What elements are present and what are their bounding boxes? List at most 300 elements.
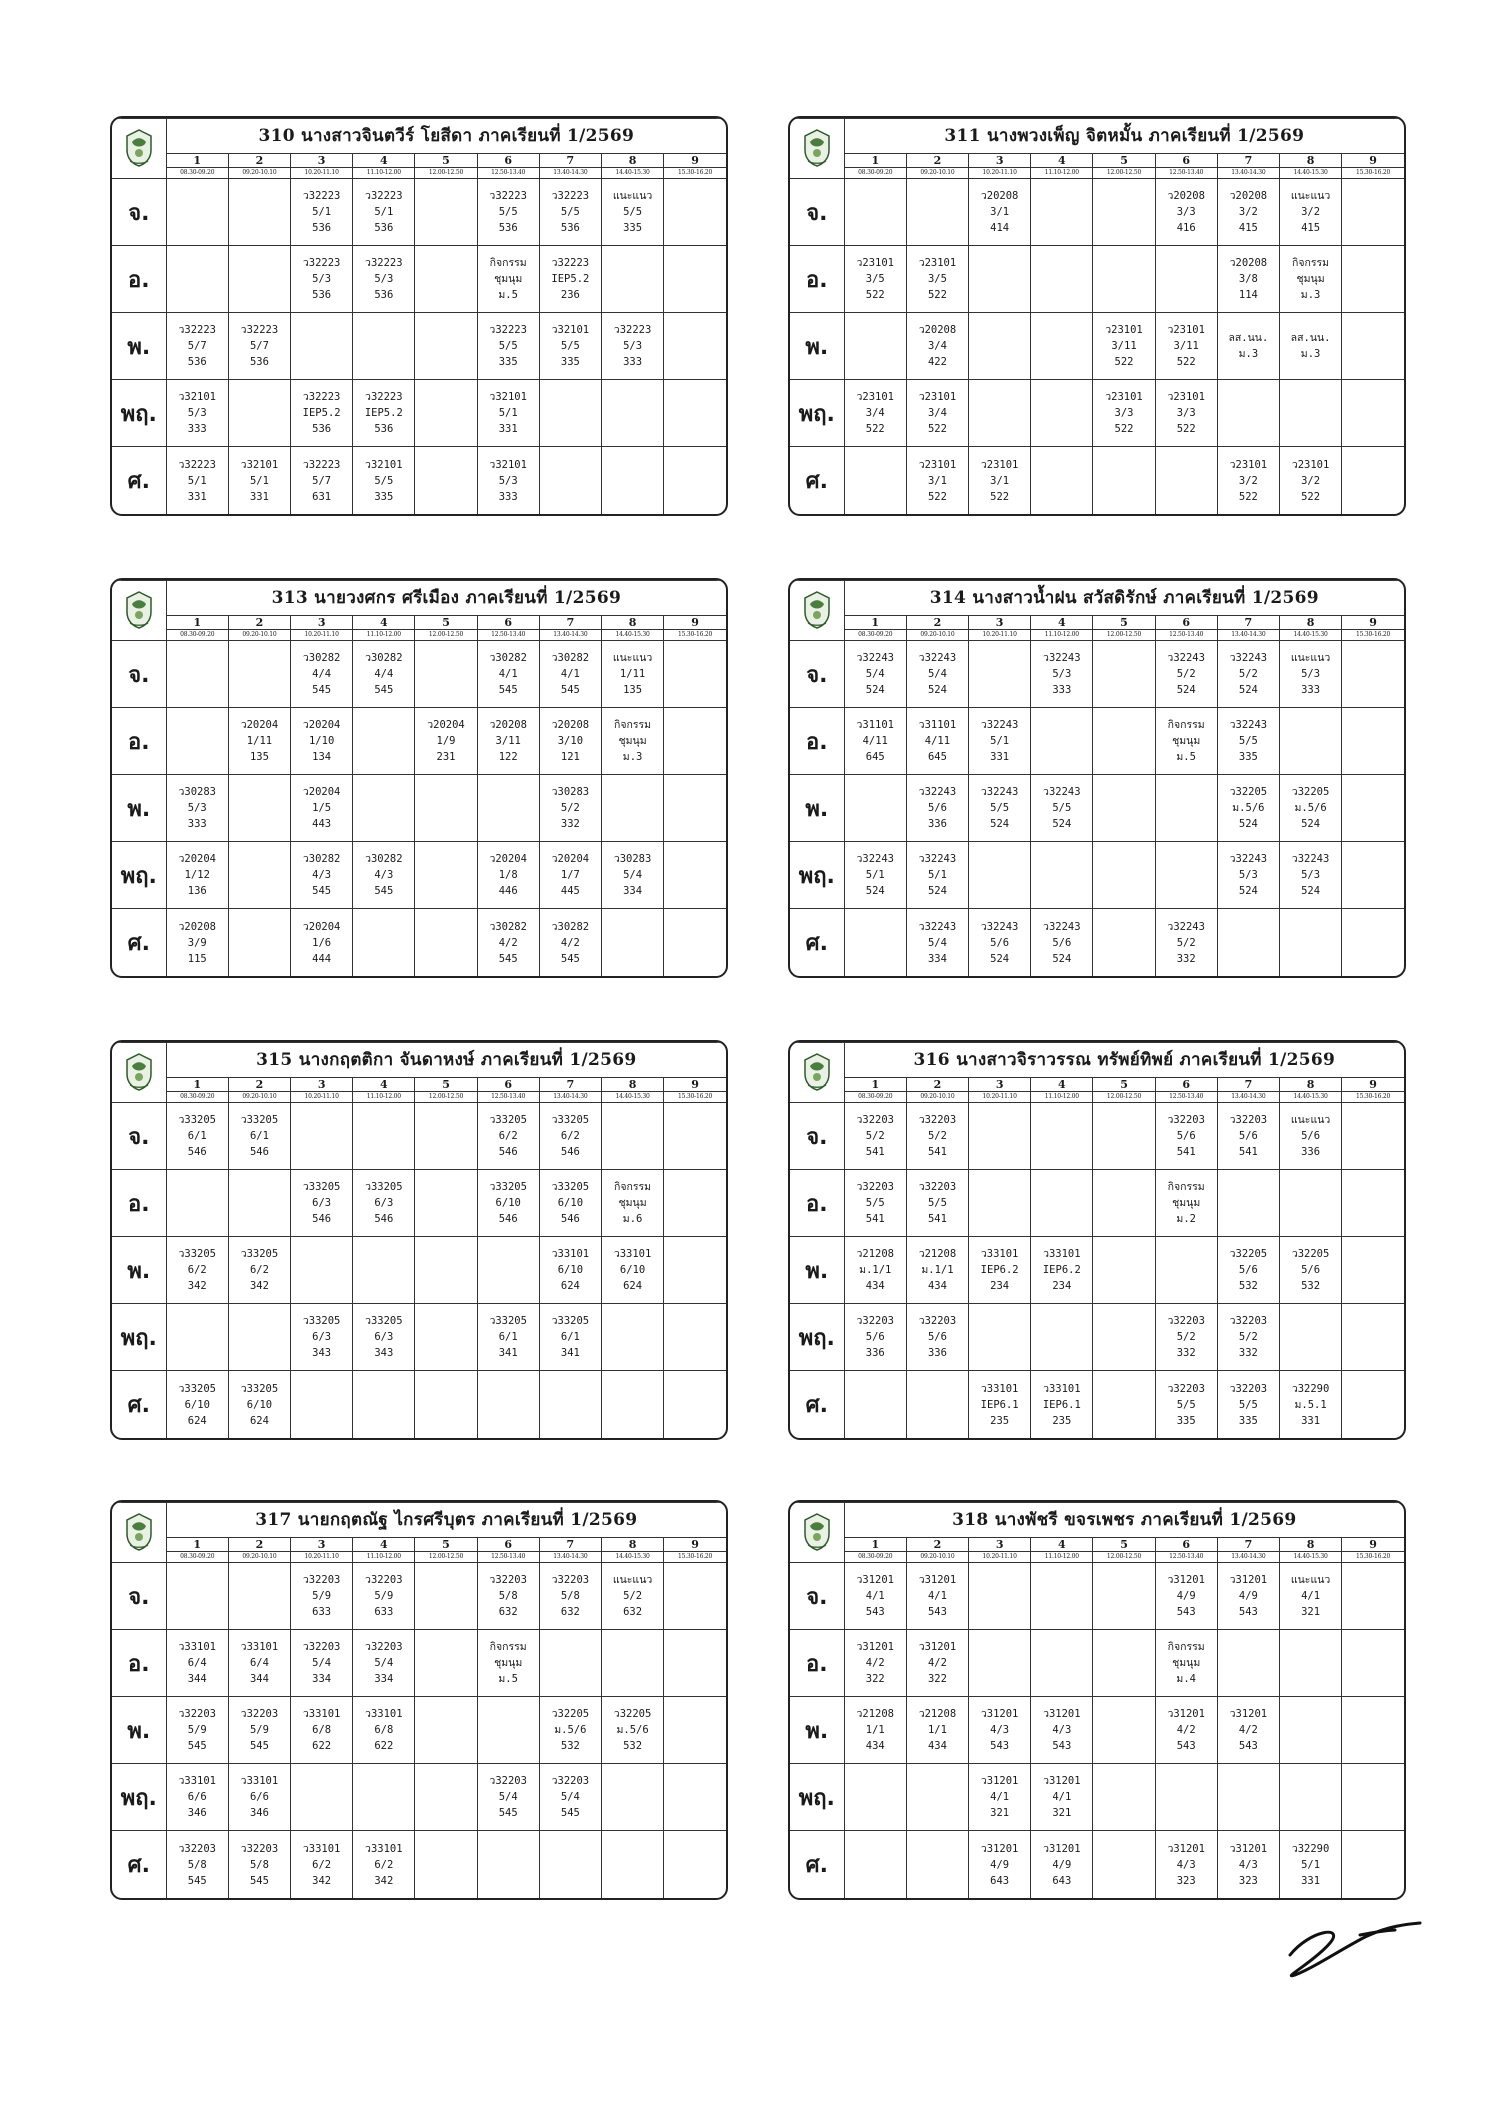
class-slot <box>1093 775 1155 842</box>
class-slot <box>539 1371 601 1438</box>
subject-code: ว32101 <box>489 391 527 404</box>
room-number: 545 <box>374 684 394 696</box>
room-number: 643 <box>1052 1874 1072 1887</box>
class-slot <box>539 380 601 447</box>
subject-code: ว33101 <box>302 1708 341 1721</box>
class-slot <box>228 1562 290 1629</box>
room-number: 643 <box>990 1874 1010 1887</box>
class-group: 6/8 <box>374 1724 394 1737</box>
room-number: 524 <box>1052 952 1072 965</box>
period-time: 12.00-12.50 <box>1093 167 1155 178</box>
subject-code: ว31201 <box>1167 1842 1205 1855</box>
class-slot <box>1155 380 1217 447</box>
class-slot <box>664 1170 726 1237</box>
subject-code: ว21208 <box>856 1708 895 1721</box>
class-slot <box>844 447 906 514</box>
class-slot <box>1031 909 1093 976</box>
subject-code: ว33101 <box>980 1382 1019 1395</box>
class-slot <box>1093 313 1155 380</box>
class-slot <box>166 1102 228 1169</box>
class-slot <box>969 1630 1031 1697</box>
subject-code: ว31101 <box>856 719 894 732</box>
class-group: 5/3 <box>1301 869 1321 882</box>
subject-code: ว32203 <box>1167 1114 1205 1126</box>
class-slot <box>539 909 601 976</box>
class-slot <box>291 1562 353 1629</box>
class-slot <box>1155 1697 1217 1764</box>
room-number: 541 <box>1238 1146 1258 1158</box>
class-slot <box>969 1102 1031 1169</box>
subject-code: ว32223 <box>302 257 341 270</box>
room-number: 543 <box>1176 1740 1196 1753</box>
class-slot <box>1093 246 1155 313</box>
subject-code: ว31201 <box>1167 1574 1205 1586</box>
room-number: 444 <box>312 952 332 965</box>
subject-code: ว32243 <box>980 719 1019 732</box>
subject-code: ว32205 <box>613 1708 652 1721</box>
class-group: 5/4 <box>312 1657 332 1670</box>
room-number: 522 <box>865 289 885 302</box>
class-slot <box>1217 1697 1279 1764</box>
room-number: 114 <box>1238 289 1258 302</box>
subject-code: ว32205 <box>551 1708 590 1721</box>
room-number: 331 <box>990 751 1010 764</box>
subject-code: ว20204 <box>302 920 341 933</box>
room-number: 545 <box>312 684 332 696</box>
class-slot <box>1217 1304 1279 1371</box>
class-group: IEP6.2 <box>980 1264 1019 1277</box>
class-slot <box>228 1371 290 1438</box>
period-time: 12.50-13.40 <box>477 1551 539 1562</box>
class-slot <box>1217 775 1279 842</box>
day-label: พ. <box>790 775 844 842</box>
subject-code: ลส.นน. <box>1228 332 1269 345</box>
period-number: 2 <box>906 1077 968 1091</box>
subject-code: ว32290 <box>1291 1382 1330 1395</box>
period-time: 13.40-14.30 <box>1217 629 1279 640</box>
class-slot <box>664 1764 726 1831</box>
day-label: จ. <box>790 1102 844 1169</box>
period-time: 09.20-10.10 <box>906 1091 968 1102</box>
room-number: 541 <box>1176 1146 1196 1158</box>
day-label: จ. <box>112 1102 166 1169</box>
class-slot <box>228 640 290 707</box>
class-slot <box>844 1371 906 1438</box>
class-slot <box>1093 1170 1155 1237</box>
subject-code: ว20204 <box>178 853 217 866</box>
subject-code: ว33101 <box>1043 1382 1081 1395</box>
schedule-title: 318 นางพัชรี ขจรเพชร ภาคเรียนที่ 1/2569 <box>844 1503 1404 1538</box>
class-group: 5/1 <box>249 474 269 487</box>
room-number: 323 <box>1176 1874 1196 1887</box>
room-number: 645 <box>865 751 885 764</box>
class-slot <box>601 1371 663 1438</box>
class-group: 3/9 <box>187 936 207 949</box>
class-group: 5/4 <box>374 1657 394 1670</box>
room-number: 522 <box>927 289 947 302</box>
day-label: พฤ. <box>790 1304 844 1371</box>
class-slot <box>1217 842 1279 909</box>
day-label: จ. <box>112 640 166 707</box>
class-group: IEP5.2 <box>302 407 341 420</box>
room-number: 541 <box>927 1146 947 1158</box>
class-slot <box>353 1170 415 1237</box>
subject-code: ว31201 <box>918 1574 957 1586</box>
subject-code: ว20204 <box>302 719 341 732</box>
class-slot <box>415 313 477 380</box>
class-slot <box>415 1697 477 1764</box>
class-slot <box>969 1304 1031 1371</box>
room-number: 545 <box>560 952 580 965</box>
class-slot <box>1093 1237 1155 1304</box>
period-time: 14.40-15.30 <box>601 167 663 178</box>
class-group: 3/2 <box>1301 206 1321 218</box>
room-number: 545 <box>312 885 332 898</box>
room-number: 336 <box>927 1347 947 1360</box>
room-number: 445 <box>560 885 580 898</box>
class-slot <box>1279 775 1341 842</box>
class-group: 5/9 <box>312 1590 332 1602</box>
class-slot <box>1155 1304 1217 1371</box>
room-number: 335 <box>374 490 394 503</box>
class-group: 5/2 <box>1238 1331 1258 1344</box>
period-number: 8 <box>1279 615 1341 629</box>
class-group: 5/4 <box>498 1791 518 1804</box>
room-number: 332 <box>1238 1347 1258 1360</box>
subject-code: ว32203 <box>1229 1382 1268 1395</box>
school-logo-icon <box>802 1052 832 1092</box>
subject-code: ว33205 <box>302 1315 341 1328</box>
subject-code: ว32101 <box>365 458 403 471</box>
class-slot <box>601 1102 663 1169</box>
subject-code: ว32203 <box>489 1574 527 1586</box>
period-number: 4 <box>353 1537 415 1551</box>
period-number: 4 <box>1031 615 1093 629</box>
class-slot <box>477 1170 539 1237</box>
class-slot <box>166 1562 228 1629</box>
room-number: ม.5 <box>498 289 518 302</box>
subject-code: ว32203 <box>178 1842 216 1855</box>
period-number: 1 <box>166 615 228 629</box>
class-slot <box>291 1170 353 1237</box>
class-group: 1/8 <box>498 869 518 882</box>
period-number: 3 <box>291 1537 353 1551</box>
class-slot <box>601 842 663 909</box>
period-time: 10.20-11.10 <box>291 1551 353 1562</box>
class-slot <box>601 1562 663 1629</box>
subject-code: ว33205 <box>302 1181 341 1194</box>
school-logo-icon <box>124 1052 154 1092</box>
class-slot <box>415 1562 477 1629</box>
period-number: 1 <box>844 615 906 629</box>
class-slot <box>1031 775 1093 842</box>
room-number: 524 <box>1176 684 1196 696</box>
period-number: 4 <box>353 1077 415 1091</box>
period-time: 12.00-12.50 <box>415 1551 477 1562</box>
class-slot <box>1279 1304 1341 1371</box>
period-number: 2 <box>906 615 968 629</box>
class-slot <box>415 1304 477 1371</box>
day-label: จ. <box>790 640 844 707</box>
class-slot <box>664 842 726 909</box>
period-number: 8 <box>1279 153 1341 167</box>
room-number: 335 <box>560 356 580 369</box>
class-group: 5/6 <box>1301 1264 1321 1277</box>
room-number: 536 <box>187 356 207 369</box>
subject-code: ว33205 <box>551 1181 590 1194</box>
subject-code: ว31201 <box>980 1842 1019 1855</box>
class-group: 5/5 <box>560 206 580 218</box>
class-slot <box>906 640 968 707</box>
subject-code: ว32203 <box>365 1641 403 1654</box>
signature-icon <box>1270 1895 1430 1985</box>
class-slot <box>906 708 968 775</box>
subject-code: ว20208 <box>178 920 217 933</box>
period-number: 8 <box>601 1077 663 1091</box>
timetable-card <box>110 1500 728 1900</box>
subject-code: ว33101 <box>980 1248 1019 1261</box>
period-time: 13.40-14.30 <box>539 167 601 178</box>
subject-code: แนะแนว <box>1290 652 1331 664</box>
subject-code: ว23101 <box>856 391 895 404</box>
subject-code: ว33205 <box>551 1315 590 1328</box>
period-number: 5 <box>415 1077 477 1091</box>
class-group: 5/2 <box>927 1130 947 1142</box>
subject-code: ว32243 <box>1043 920 1081 933</box>
class-slot <box>1217 1764 1279 1831</box>
class-slot <box>664 1697 726 1764</box>
day-label: พฤ. <box>790 842 844 909</box>
class-group: 5/6 <box>990 936 1010 949</box>
day-label: ศ. <box>112 1831 166 1898</box>
period-time: 12.00-12.50 <box>415 167 477 178</box>
class-slot <box>664 178 726 245</box>
class-slot <box>415 447 477 514</box>
class-slot <box>1342 708 1404 775</box>
subject-code: ว32243 <box>1229 652 1268 664</box>
class-slot <box>1093 447 1155 514</box>
period-number: 9 <box>664 1537 726 1551</box>
period-time: 15.30-16.20 <box>1342 629 1404 640</box>
room-number: 334 <box>927 952 947 965</box>
room-number: 343 <box>312 1347 332 1360</box>
class-group: 1/11 <box>619 668 646 680</box>
period-time: 08.30-09.20 <box>844 1551 906 1562</box>
subject-code: ว33205 <box>178 1248 217 1261</box>
class-slot <box>1031 447 1093 514</box>
subject-code: ว32243 <box>1291 853 1330 866</box>
subject-code: ว32290 <box>1291 1842 1330 1855</box>
class-slot <box>477 909 539 976</box>
class-slot <box>1217 380 1279 447</box>
class-group: 3/11 <box>1111 340 1137 353</box>
class-group: 6/3 <box>374 1331 394 1344</box>
class-group: 5/5 <box>1176 1398 1196 1411</box>
period-time: 13.40-14.30 <box>1217 1091 1279 1102</box>
class-slot <box>601 1764 663 1831</box>
class-slot <box>539 447 601 514</box>
class-slot <box>969 775 1031 842</box>
subject-code: ว31201 <box>1043 1708 1081 1721</box>
period-time: 12.50-13.40 <box>1155 629 1217 640</box>
period-time: 14.40-15.30 <box>601 629 663 640</box>
room-number: 536 <box>498 222 518 234</box>
class-group: 5/8 <box>560 1590 580 1602</box>
class-group: 3/3 <box>1176 206 1196 218</box>
class-group: 6/2 <box>498 1130 518 1142</box>
class-slot <box>1155 313 1217 380</box>
period-number: 6 <box>477 615 539 629</box>
room-number: 545 <box>560 1807 580 1820</box>
subject-code: ว23101 <box>980 458 1019 471</box>
period-number: 6 <box>477 1077 539 1091</box>
room-number: ม.4 <box>1176 1673 1196 1686</box>
class-slot <box>601 1831 663 1898</box>
day-label: พ. <box>790 313 844 380</box>
class-slot <box>1342 1304 1404 1371</box>
timetable-card <box>110 1040 728 1440</box>
class-slot <box>969 178 1031 245</box>
period-number: 7 <box>1217 153 1279 167</box>
room-number: 536 <box>374 289 394 302</box>
room-number: 543 <box>1238 1606 1258 1618</box>
class-slot <box>477 1304 539 1371</box>
room-number: 415 <box>1301 222 1321 234</box>
subject-code: ว32203 <box>856 1315 895 1328</box>
subject-code: ว32203 <box>1229 1315 1268 1328</box>
class-slot <box>477 1831 539 1898</box>
subject-code: ว32203 <box>918 1181 957 1194</box>
class-slot <box>1031 1764 1093 1831</box>
class-slot <box>969 1562 1031 1629</box>
class-group: 6/3 <box>374 1197 394 1210</box>
class-slot <box>1031 842 1093 909</box>
period-number: 1 <box>844 1537 906 1551</box>
room-number: 522 <box>1238 490 1258 503</box>
room-number: 524 <box>865 684 885 696</box>
subject-code: ว31201 <box>918 1641 957 1654</box>
subject-code: ว32223 <box>365 190 403 202</box>
subject-code: ว33205 <box>240 1248 279 1261</box>
class-group: 5/1 <box>498 407 518 420</box>
class-slot <box>1031 380 1093 447</box>
class-group: 4/3 <box>1176 1858 1196 1871</box>
period-time: 15.30-16.20 <box>664 167 726 178</box>
class-slot <box>1342 1371 1404 1438</box>
class-group: 4/1 <box>560 668 580 680</box>
class-slot <box>1093 1764 1155 1831</box>
subject-code: ว20208 <box>1229 190 1268 202</box>
subject-code: ว33205 <box>365 1315 403 1328</box>
class-group: 1/11 <box>246 735 273 748</box>
class-slot <box>844 842 906 909</box>
class-group: IEP5.2 <box>364 407 403 420</box>
class-group: 5/3 <box>1052 668 1072 680</box>
period-time: 10.20-11.10 <box>969 1091 1031 1102</box>
class-slot <box>1217 178 1279 245</box>
subject-code: ว20208 <box>1229 257 1268 270</box>
room-number: 536 <box>249 356 269 369</box>
room-number: 524 <box>1238 818 1258 831</box>
period-number: 6 <box>477 153 539 167</box>
class-slot <box>477 1697 539 1764</box>
class-group: 4/2 <box>927 1657 947 1670</box>
class-slot <box>539 1630 601 1697</box>
period-time: 11.10-12.00 <box>353 1551 415 1562</box>
class-slot <box>601 640 663 707</box>
subject-code: ว20204 <box>551 853 590 866</box>
room-number: 524 <box>927 684 947 696</box>
room-number: 422 <box>927 356 947 369</box>
room-number: 344 <box>249 1673 269 1686</box>
subject-code: ว30282 <box>302 853 341 866</box>
class-slot <box>664 380 726 447</box>
class-group: 5/5 <box>498 206 518 218</box>
subject-code: ว23101 <box>856 257 895 270</box>
day-label: อ. <box>790 1170 844 1237</box>
school-logo-cell <box>112 581 166 641</box>
class-slot <box>353 775 415 842</box>
room-number: 434 <box>927 1740 947 1753</box>
room-number: 522 <box>1114 423 1134 436</box>
day-label: อ. <box>112 1170 166 1237</box>
room-number: 334 <box>374 1673 394 1686</box>
subject-code: ว32205 <box>1291 1248 1330 1261</box>
subject-code: ว21208 <box>918 1248 957 1261</box>
class-slot <box>353 246 415 313</box>
room-number: 235 <box>1052 1414 1072 1427</box>
class-slot <box>1342 1102 1404 1169</box>
period-number: 6 <box>477 1537 539 1551</box>
class-slot <box>291 1304 353 1371</box>
class-group: 5/6 <box>1176 1130 1196 1142</box>
subject-code: ว33205 <box>489 1114 527 1126</box>
class-slot <box>1155 842 1217 909</box>
day-label: อ. <box>790 1630 844 1697</box>
class-group: ชุมนุม <box>1296 273 1325 286</box>
class-slot <box>166 1630 228 1697</box>
subject-code: ว32243 <box>918 920 957 933</box>
room-number: 522 <box>927 490 947 503</box>
period-number: 9 <box>1342 1537 1404 1551</box>
class-group: 3/3 <box>1176 407 1196 420</box>
class-slot <box>1217 1831 1279 1898</box>
class-group: ม.1/1 <box>859 1264 892 1277</box>
timetable-card <box>788 1500 1406 1900</box>
class-slot <box>601 246 663 313</box>
class-group: 1/9 <box>436 735 456 748</box>
room-number: 333 <box>1052 684 1072 696</box>
period-time: 15.30-16.20 <box>1342 167 1404 178</box>
subject-code: ว32223 <box>302 391 341 404</box>
class-slot <box>353 380 415 447</box>
period-time: 08.30-09.20 <box>166 167 228 178</box>
class-group: 4/4 <box>374 668 394 680</box>
subject-code: ว33101 <box>365 1708 403 1721</box>
class-slot <box>664 1304 726 1371</box>
class-group: 1/6 <box>312 936 332 949</box>
room-number: 235 <box>990 1414 1010 1427</box>
class-slot <box>1342 1170 1404 1237</box>
class-group: ม.3 <box>1238 348 1259 361</box>
class-slot <box>477 1371 539 1438</box>
class-slot <box>1279 1371 1341 1438</box>
class-slot <box>415 1764 477 1831</box>
class-slot <box>969 1170 1031 1237</box>
class-slot <box>228 1102 290 1169</box>
subject-code: ว32203 <box>918 1315 957 1328</box>
room-number: ม.3 <box>1300 289 1321 302</box>
